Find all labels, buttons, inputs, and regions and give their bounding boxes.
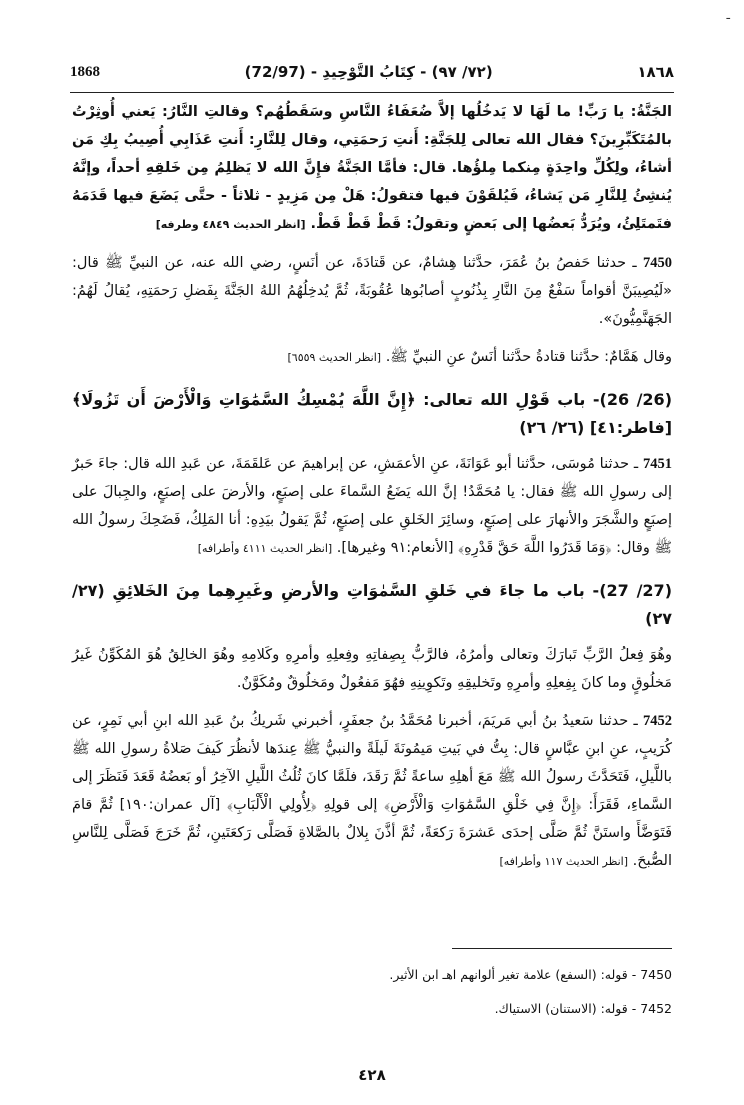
hadith-number: 7450 [643,255,673,271]
cross-reference: [انظر الحديث ٤٨٤٩ وطرفه] [155,218,306,231]
hadith-text: ـ حدثنا سَعيدُ بنُ أبي مَريَمَ، أخبرنا مُحَمَّدُ بنُ جعفَرٍ، أخبرني شَريكُ بنُ عَبدِ الله ابنِ أبي نَمِرٍ، عن كُرَيبٍ، عنِ ابنِ عبَّاسٍ قال: بِتُّ في بَيتِ مَيمُونَةَ لَيلَةً والنبيُّ ﷺ عِندَها لأنظُرَ كَيفَ صَلاةُ رسولِ الله ﷺ باللَّيلِ، فَتَحَدَّثَ رسولُ الله ﷺ مَعَ أهلِهِ ساعةً ثُمَّ رَقَدَ، فلَمَّا كانَ ثُلُثُ اللَّيلِ الآخِرُ أو بَعضُهُ قَعَدَ فَنَظَرَ إلى السَّماءِ، فَقَرَأَ: ﴿إِنَّ فِي خَلْقِ السَّمَٰوَاتِ وَالْأَرْضِ﴾ إلى قولِهِ ﴿لِأُولِي الْأَلْبَابِ﴾ [آل عمران:١٩٠] ثُمَّ قامَ فَتَوَضَّأَ واستَنَّ ثُمَّ صَلَّى إحدَى عَشرَةَ رَكعَةً، ثُمَّ أذَّنَ بِلالٌ بالصَّلاةِ فَصَلَّى رَكعَتَينِ، ثُمَّ خَرَجَ فَصَلَّى لِلنَّاسِ الصُّبحَ. [72,713,673,869]
main-text [72,98,672,886]
page-number-latin: 1868 [70,63,100,80]
page-number-arabic: ١٨٦٨ [637,63,674,81]
hadith-7451 [72,450,672,563]
header-rule [70,92,674,93]
footnote-item: 7452 - قوله: (الاستنان) الاستياك. [494,1001,672,1016]
cross-reference: [انظر الحديث ٦٥٥٩] [287,351,382,364]
hadith-text: ـ حدثنا حَفصُ بنُ عُمَرَ، حدَّثنا هِشامٌ، عن قَتادَةَ، عن أنَسٍ، رضي الله عنه، عن النبيِّ ﷺ قال: «لَيُصِيبَنَّ أقواماً سَفْعٌ مِنَ النَّارِ بِذُنُوبٍ أصابُوها عُقُوبَةً، ثُمَّ يُدخِلُهُمُ اللهُ الجَنَّةَ بِفَضلِ رَحمَتِهِ، يُقالُ لَهُمُ: الجَهَنَّمِيُّونَ». [72,255,672,327]
book-title: (٧٢/ ٩٧) - كِتَابُ التَّوْحِيدِ - (72/97) [244,63,493,81]
hadith-number: 7451 [643,456,673,472]
paragraph-text: الجَنَّةُ: يا رَبِّ! ما لَهَا لا يَدخُلُها إلاَّ ضُعَفَاءُ النَّاسِ وسَقَطُهُم؟ وقالتِ النَّارُ: يَعني أُوثِرْتُ بالمُتَكَبِّرِينَ؟ فقال الله تعالى لِلجَنَّةِ: أَنتِ رَحمَتِي، وقال لِلنَّارِ: أَنتِ عَذَابِي أُصِيبُ بِكِ مَن أشاءُ، ولِكُلِّ واحِدَةٍ مِنكما مِلؤُها. قال: فأمَّا الجَنَّةُ فإِنَّ الله لا يَظلِمُ مِن خَلقِهِ أحداً، وإنَّهُ يُنشِئُ لِلنَّارِ مَن يَشاءُ، فَيُلقَوْنَ فيها فتقولُ: هَلْ مِن مَزِيدٍ - ثلاثاً - حتَّى يَضَعَ فيها قَدَمَهُ فتَمتَلِئُ، ويُرَدُّ بَعضُها إلى بَعضٍ وتقولُ: قَطْ قَطْ قَطْ. [72,104,672,232]
chapter-body: وهُوَ فِعلُ الرَّبِّ تَبارَكَ وتعالى وأمرُهُ، فالرَّبُّ بِصِفاتِهِ وفِعلِهِ وأمرِهِ وكَلامِهِ وهُوَ الخالِقُ هُوَ المُكَوِّنُ غَيرُ مَخلُوقٍ وما كانَ بِفِعلِهِ وأمرِهِ وتَخليقِهِ وتَكوِينِهِ فهُوَ مَفعُولٌ ومَخلُوقٌ ومُكَوَّنٌ. [72,647,672,691]
paragraph [72,98,672,239]
hadith-7450 [72,249,672,333]
hadith-number: 7452 [643,713,673,729]
hadith-7452 [72,707,672,876]
hadith-text: ـ حدثنا مُوسَى، حدَّثنا أبو عَوَانَةَ، عنِ الأعمَشِ، عن إبراهيمَ عن عَلقَمَةَ، عن عَبدِ الله قال: جاءَ حَبرٌ إلى رسولِ الله ﷺ فقال: يا مُحَمَّدُ! إنَّ الله يَضَعُ السَّماءَ على إصبَعٍ، والأرضَ على إصبَعٍ، والجِبالَ على إصبَعٍ والشَّجَرَ والأنهارَ على إصبَعٍ، وسائِرَ الخَلقِ على إصبَعٍ، ثُمَّ يَقولُ بيَدِهِ: أنا المَلِكُ، فَضَحِكَ رسولُ الله ﷺ وقال: ﴿وَمَا قَدَرُوا اللَّهَ حَقَّ قَدْرِهِ﴾ [الأنعام:٩١ وغيرها]. [72,456,672,556]
paragraph-text: وقال هَمَّامٌ: حدَّثنا قتادةُ حدَّثنا أنَسٌ عنِ النبيِّ ﷺ. [385,349,672,365]
footnotes [72,958,672,1026]
running-header [70,52,674,92]
chapter-heading-27: (27/ 27)- باب ما جاءَ في خَلقِ السَّمٰوَاتِ والأرضِ وغَيرِهِما مِنَ الخَلائِقِ (٢٧/ ٢٧) [72,581,672,628]
corner-mark: ـ [726,8,730,22]
footnote-item: 7450 - قوله: (السفع) علامة تغير ألوانهم اهـ ابن الأثير. [389,967,672,982]
chapter-heading-26: (26/ 26)- باب قَوْلِ الله تعالى: ﴿إِنَّ اللَّهَ يُمْسِكُ السَّمَٰوَاتِ وَالْأَرْضَ أَن تَزُولَا﴾ [فاطر:٤١] (٢٦/ ٢٦) [72,390,672,437]
cross-reference: [انظر الحديث ١١٧ وأطرافه] [499,855,629,868]
page-number-footer: ٤٢٨ [358,1066,386,1084]
cross-reference: [انظر الحديث ٤١١١ وأطرافه] [197,542,333,555]
footnote-rule [452,948,672,949]
paragraph [72,343,672,372]
